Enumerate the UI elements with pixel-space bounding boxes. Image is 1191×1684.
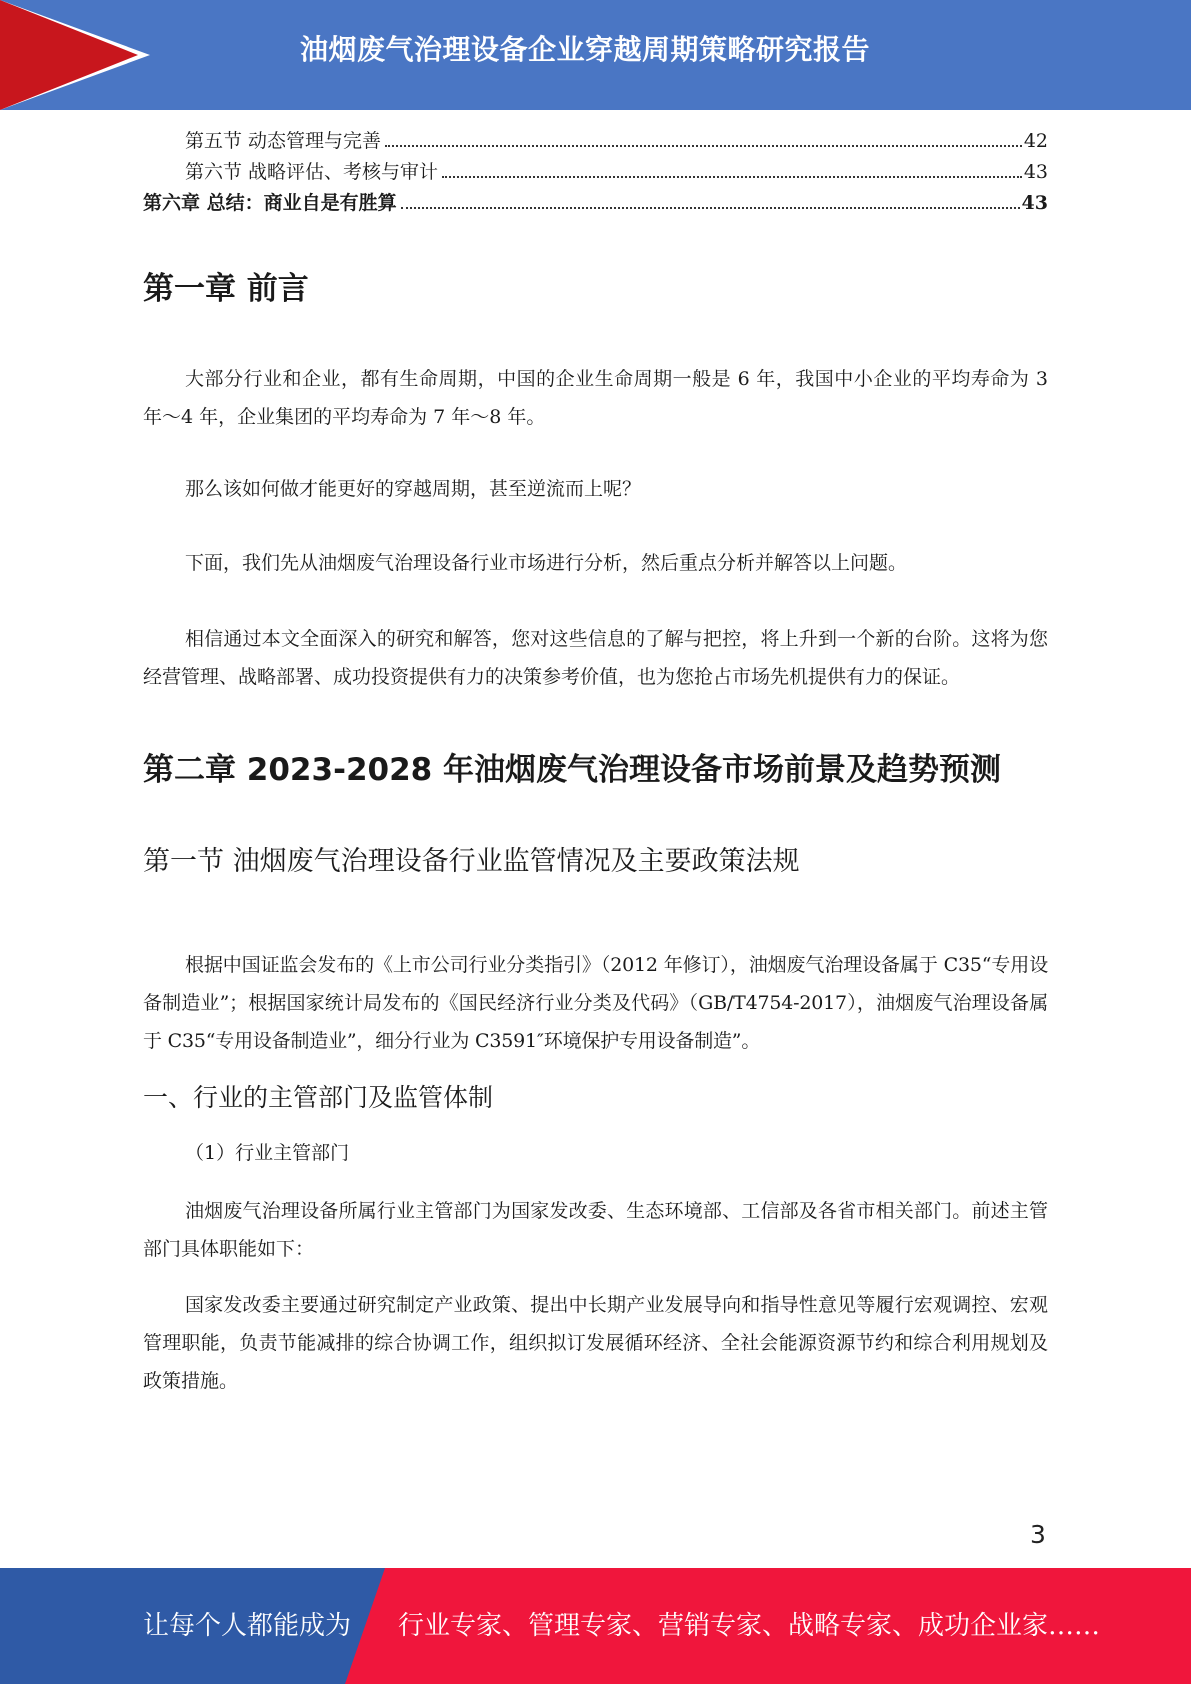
toc-dot-leader	[401, 206, 1020, 209]
toc-entry[interactable]	[143, 157, 1048, 188]
page-header	[0, 0, 1191, 110]
toc-entry[interactable]	[143, 126, 1048, 157]
footer-slogan-left: 让每个人都能成为	[143, 1611, 352, 1641]
subsection-heading: 一、行业的主管部门及监管体制	[143, 1083, 494, 1112]
toc-dot-leader	[385, 144, 1022, 147]
page-number: 3	[1030, 1520, 1046, 1549]
toc-entry-label: 第五节 动态管理与完善	[185, 130, 382, 152]
chapter-2-heading: 第二章 2023-2028 年油烟废气治理设备市场前景及趋势预测	[143, 752, 1002, 788]
body-paragraph: 那么该如何做才能更好的穿越周期，甚至逆流而上呢？	[185, 478, 642, 500]
header-arrow-decoration	[0, 0, 138, 110]
page-footer	[0, 1568, 1191, 1684]
table-of-contents	[143, 126, 1048, 219]
body-paragraph: 油烟废气治理设备所属行业主管部门为国家发改委、生态环境部、工信部及各省市相关部门。前述主管部门具体职能如下：	[143, 1200, 1048, 1260]
toc-entry-page: 42	[1023, 130, 1048, 152]
toc-entry-chapter[interactable]	[143, 188, 1048, 219]
toc-entry-label: 第六章 总结：商业自是有胜算	[143, 192, 397, 214]
section-heading: 第一节 油烟废气治理设备行业监管情况及主要政策法规	[143, 846, 800, 877]
body-paragraph: 下面，我们先从油烟废气治理设备行业市场进行分析，然后重点分析并解答以上问题。	[185, 552, 908, 574]
toc-entry-page: 43	[1023, 161, 1048, 183]
toc-entry-page: 43	[1021, 192, 1048, 214]
body-paragraph: 根据中国证监会发布的《上市公司行业分类指引》（2012 年修订），油烟废气治理设备属于 C35“专用设备制造业”；根据国家统计局发布的《国民经济行业分类及代码》（GB/T4754-2017），油烟废气治理设备属于 C35“专用设备制造业”，细分行业为 C3591″环境保护专用设备制造”。	[143, 954, 1048, 1052]
toc-dot-leader	[442, 175, 1022, 178]
list-item-label: （1）行业主管部门	[185, 1142, 350, 1164]
body-paragraph: 大部分行业和企业，都有生命周期，中国的企业生命周期一般是 6 年，我国中小企业的平均寿命为 3 年～4 年，企业集团的平均寿命为 7 年～8 年。	[143, 368, 1048, 428]
toc-entry-label: 第六节 战略评估、考核与审计	[185, 161, 439, 183]
body-paragraph: 国家发改委主要通过研究制定产业政策、提出中长期产业发展导向和指导性意见等履行宏观调控、宏观管理职能，负责节能减排的综合协调工作，组织拟订发展循环经济、全社会能源资源节约和综合利用规划及政策措施。	[143, 1294, 1048, 1392]
footer-slogan-right: 行业专家、管理专家、营销专家、战略专家、成功企业家……	[398, 1611, 1101, 1641]
page-content	[143, 126, 1048, 1400]
chapter-1-heading: 第一章 前言	[143, 271, 309, 307]
report-title: 油烟废气治理设备企业穿越周期策略研究报告	[300, 33, 871, 66]
body-paragraph: 相信通过本文全面深入的研究和解答，您对这些信息的了解与把控，将上升到一个新的台阶。这将为您经营管理、战略部署、成功投资提供有力的决策参考价值，也为您抢占市场先机提供有力的保证。	[143, 628, 1048, 688]
